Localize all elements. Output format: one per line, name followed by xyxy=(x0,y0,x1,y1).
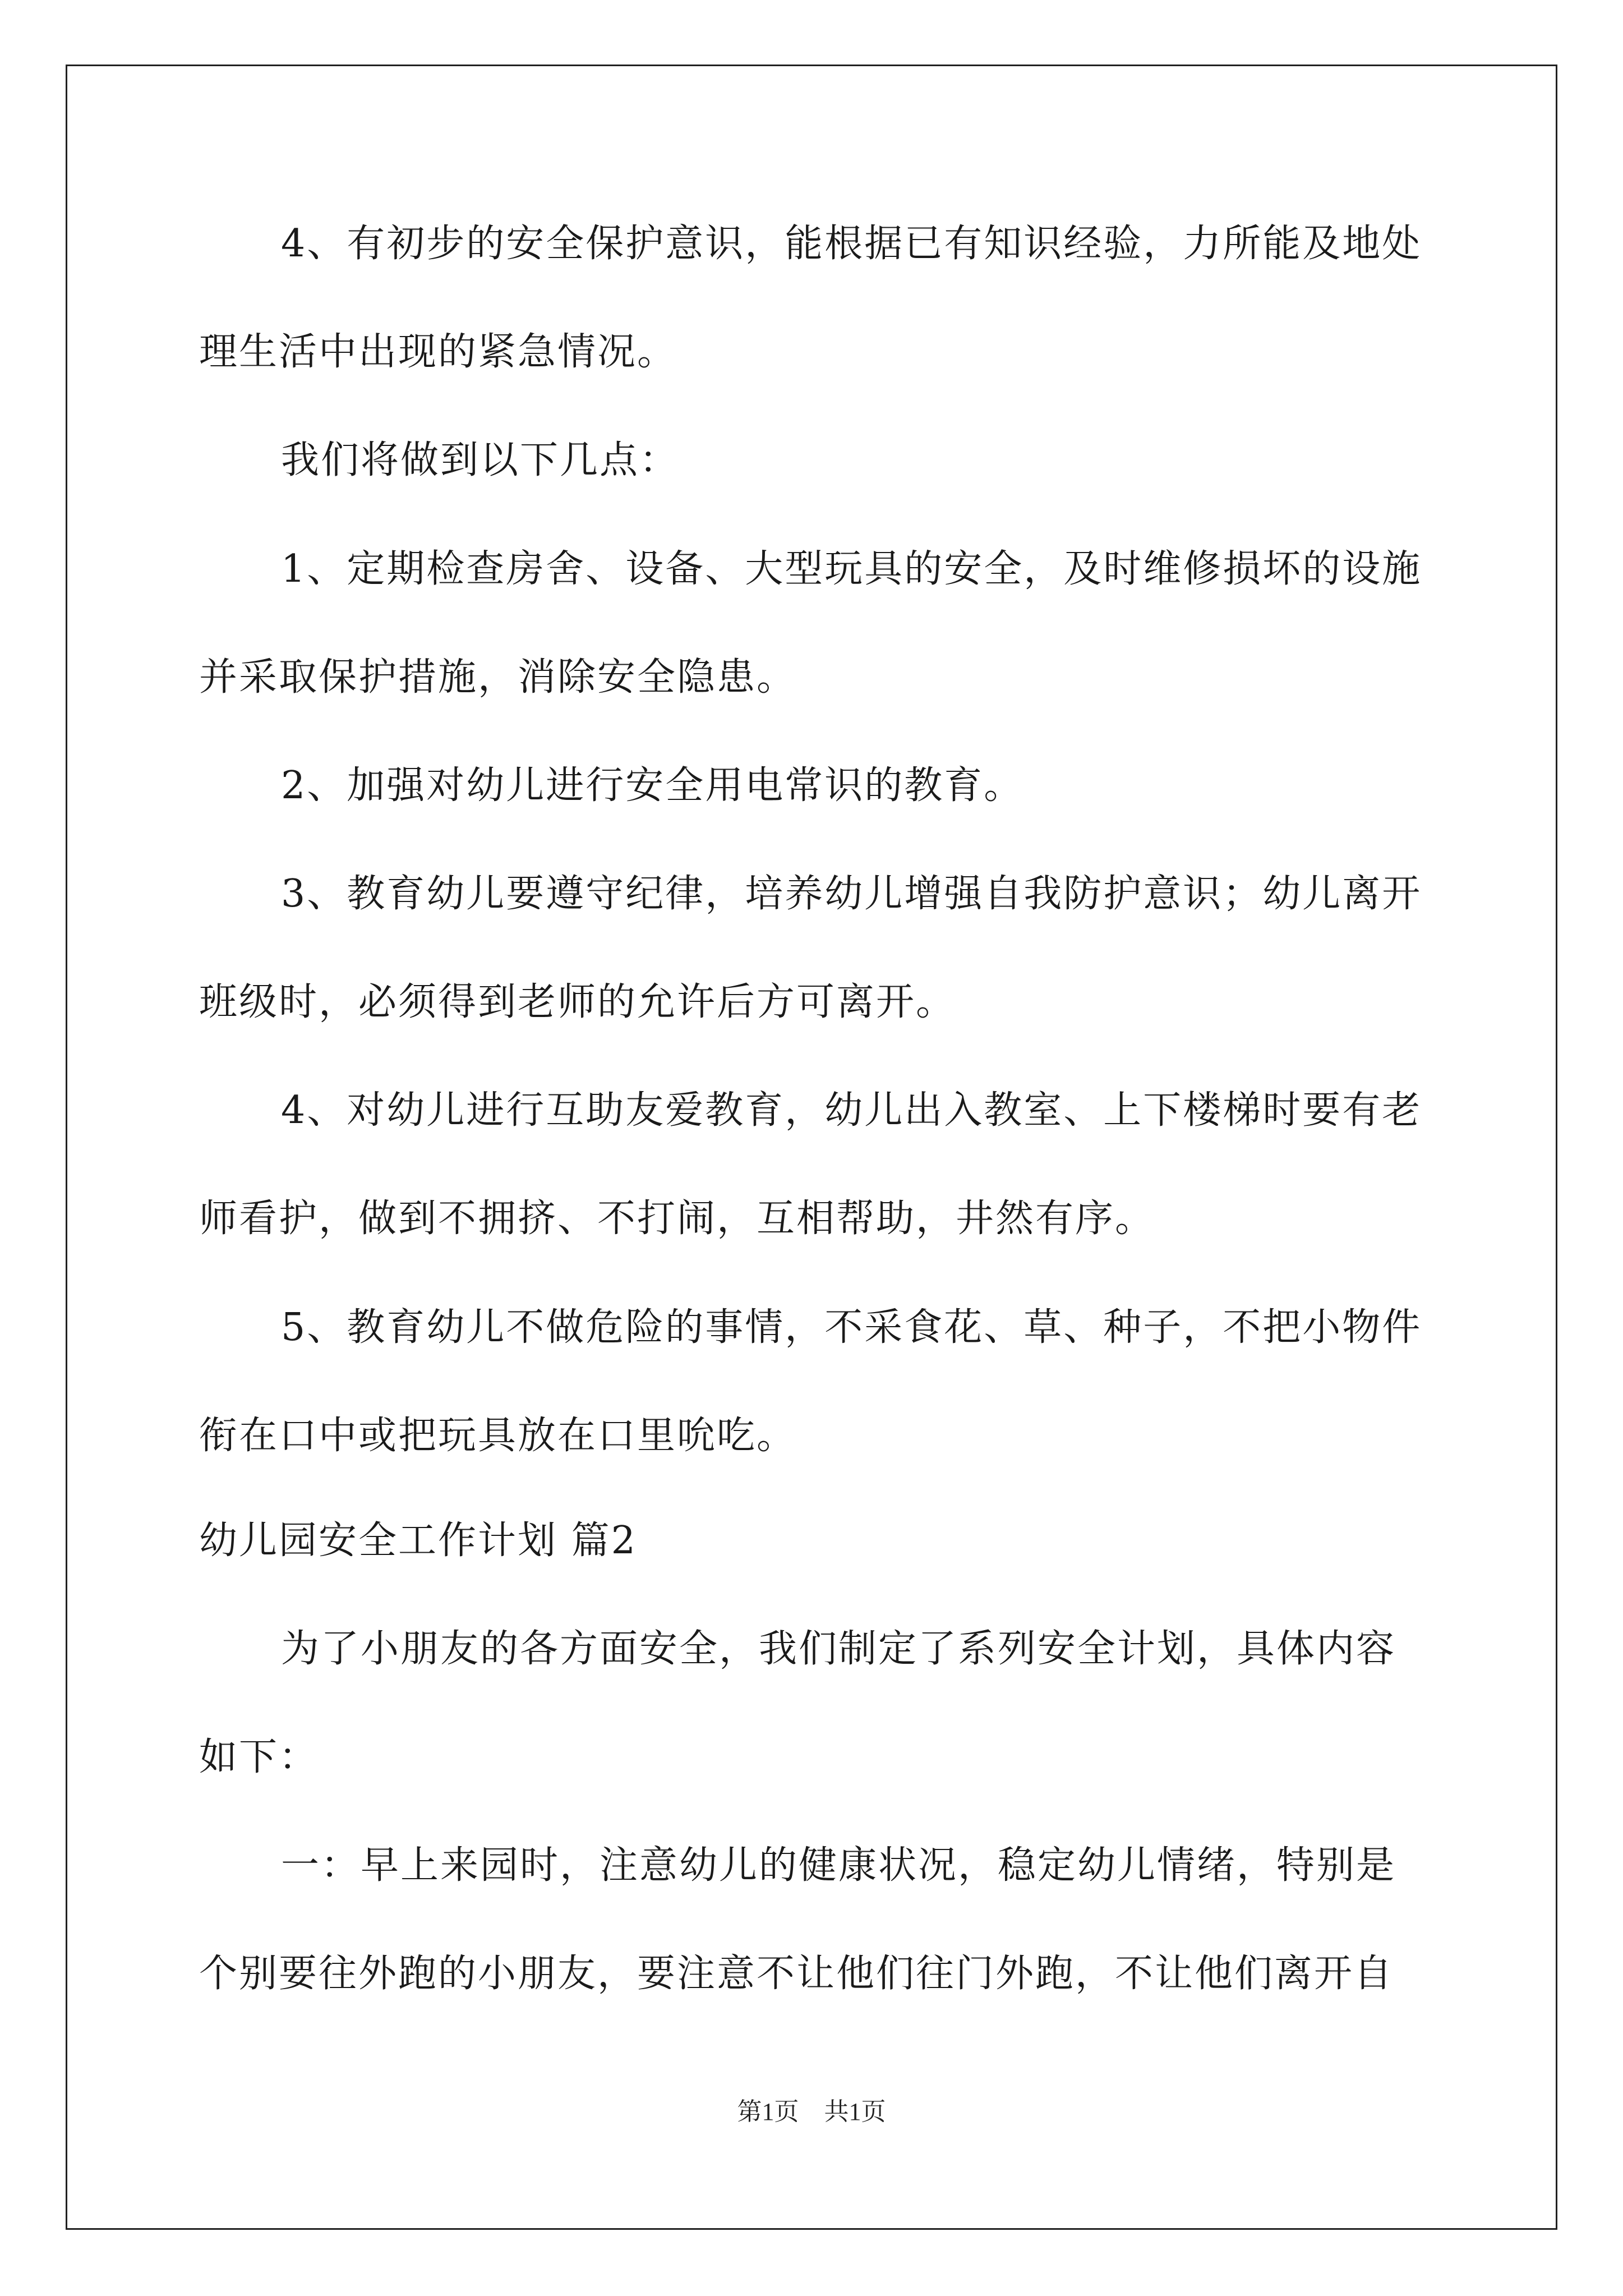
paragraph-9-line-2: 个别要往外跑的小朋友，要注意不让他们往门外跑，不让他们离开自 xyxy=(199,1952,1394,1996)
section-heading: 幼儿园安全工作计划 篇2 xyxy=(199,1519,637,1563)
paragraph-6-line-2: 师看护，做到不拥挤、不打闹，互相帮助，井然有序。 xyxy=(199,1197,1155,1241)
page-footer xyxy=(0,2091,1623,2127)
paragraph-3-line-2: 并采取保护措施，消除安全隐患。 xyxy=(199,655,797,700)
page-total: 共1页 xyxy=(824,2098,886,2125)
page-border xyxy=(66,65,1557,2230)
paragraph-2-line-1: 我们将做到以下几点： xyxy=(281,438,680,482)
paragraph-1-line-2: 理生活中出现的紧急情况。 xyxy=(199,330,677,374)
paragraph-8-line-1: 为了小朋友的各方面安全，我们制定了系列安全计划，具体内容 xyxy=(281,1627,1396,1671)
paragraph-5-line-2: 班级时，必须得到老师的允许后方可离开。 xyxy=(199,980,956,1024)
paragraph-7-line-1: 5、教育幼儿不做危险的事情，不采食花、草、种子，不把小物件 xyxy=(281,1305,1422,1350)
paragraph-4-line-1: 2、加强对幼儿进行安全用电常识的教育。 xyxy=(281,763,1024,808)
paragraph-9-line-1: 一：早上来园时，注意幼儿的健康状况，稳定幼儿情绪，特别是 xyxy=(281,1843,1396,1888)
paragraph-8-line-2: 如下： xyxy=(199,1735,319,1779)
paragraph-7-line-2: 衔在口中或把玩具放在口里吮吃。 xyxy=(199,1414,797,1458)
paragraph-1-line-1: 4、有初步的安全保护意识，能根据已有知识经验，力所能及地处 xyxy=(281,222,1422,266)
paragraph-5-line-1: 3、教育幼儿要遵守纪律，培养幼儿增强自我防护意识；幼儿离开 xyxy=(281,872,1422,916)
paragraph-6-line-1: 4、对幼儿进行互助友爱教育，幼儿出入教室、上下楼梯时要有老 xyxy=(281,1088,1422,1133)
page-number: 第1页 xyxy=(737,2098,799,2125)
paragraph-3-line-1: 1、定期检查房舍、设备、大型玩具的安全，及时维修损坏的设施 xyxy=(281,547,1422,591)
